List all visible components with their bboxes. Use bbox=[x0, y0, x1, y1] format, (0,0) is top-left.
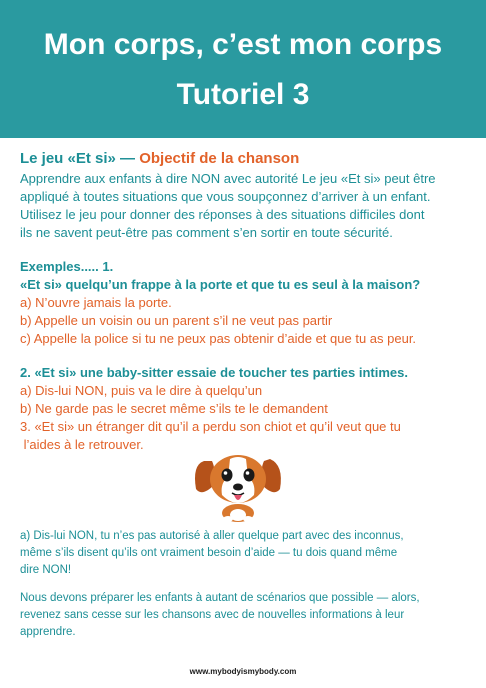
intro-line: ils ne savent peut-être pas comment s’en sortir en toute sécurité. bbox=[20, 225, 393, 240]
question-3-line: l’aides à le retrouver. bbox=[20, 437, 144, 452]
answer-3a-line: même s’ils disent qu’ils ont vraiment besoin d’aide — tu dois quand même bbox=[20, 547, 398, 559]
closing-line: apprendre. bbox=[20, 626, 76, 638]
answer-1b: b) Appelle un voisin ou un parent s’il ne veut pas partir bbox=[20, 313, 333, 328]
footer-url: www.mybodyismybody.com bbox=[189, 667, 297, 676]
question-2: 2. «Et si» une baby-sitter essaie de toucher tes parties intimes. bbox=[20, 365, 408, 380]
closing-line: Nous devons préparer les enfants à autant de scénarios que possible — alors, bbox=[20, 592, 420, 604]
section-heading-objective: Objectif de la chanson bbox=[139, 150, 300, 167]
intro-line: Apprendre aux enfants à dire NON avec autorité Le jeu «Et si» peut être bbox=[20, 171, 436, 186]
title-banner bbox=[0, 0, 486, 138]
answer-2b: b) Ne garde pas le secret même s’ils te le demandent bbox=[20, 401, 328, 416]
section-heading-game: Le jeu «Et si» — bbox=[20, 150, 140, 167]
answer-2a: a) Dis-lui NON, puis va le dire à quelqu’un bbox=[20, 383, 263, 398]
section-heading bbox=[20, 149, 299, 169]
answer-1a: a) N’ouvre jamais la porte. bbox=[20, 295, 172, 310]
intro-line: Utilisez le jeu pour donner des réponses à des situations difficiles dont bbox=[20, 207, 425, 222]
puppy-icon bbox=[190, 447, 286, 523]
intro-line: appliqué à toutes situations que vous soupçonnez d’arriver à un enfant. bbox=[20, 189, 431, 204]
closing-line: revenez sans cesse sur les chansons avec de nouvelles informations à leur bbox=[20, 609, 405, 621]
question-3-line: 3. «Et si» un étranger dit qu’il a perdu son chiot et qu’il veut que tu bbox=[20, 419, 401, 434]
answer-3a-line: dire NON! bbox=[20, 564, 72, 576]
examples-label: Exemples..... 1. bbox=[20, 259, 114, 274]
answer-3a-line: a) Dis-lui NON, tu n’es pas autorisé à aller quelque part avec des inconnus, bbox=[20, 530, 404, 542]
answer-1c: c) Appelle la police si tu ne peux pas obtenir d’aide et que tu as peur. bbox=[20, 331, 417, 346]
question-1: «Et si» quelqu’un frappe à la porte et que tu es seul à la maison? bbox=[20, 277, 421, 292]
page-subtitle: Tutoriel 3 bbox=[176, 78, 310, 111]
page-title: Mon corps, c’est mon corps bbox=[43, 28, 443, 61]
